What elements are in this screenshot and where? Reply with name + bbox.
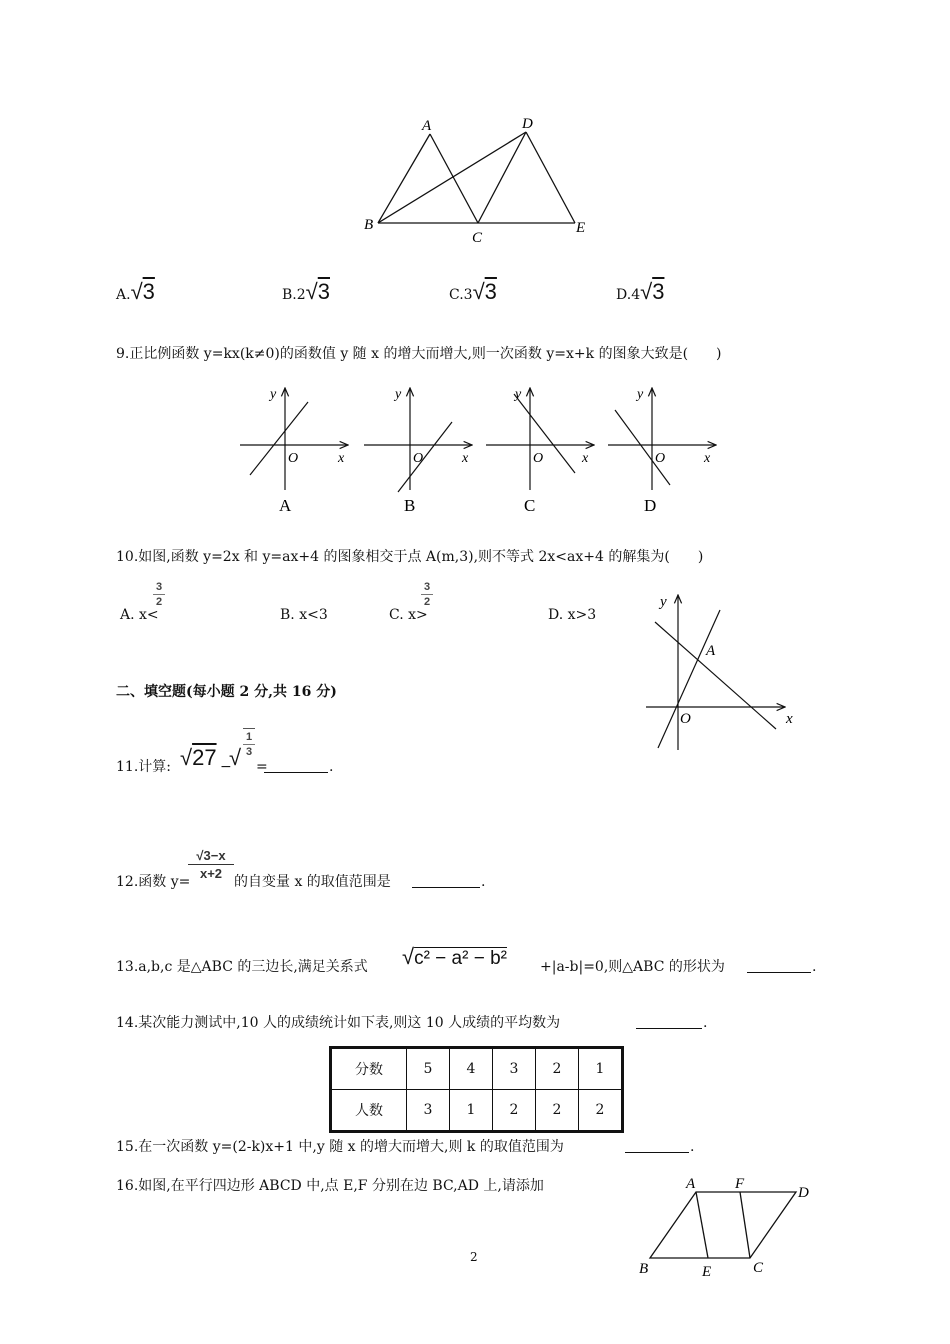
q8-triangle-figure <box>360 112 600 244</box>
q16-label-b: B <box>639 1261 649 1277</box>
q9-graph-d-y-label: y <box>637 387 644 402</box>
q8-label-d: D <box>522 116 533 132</box>
q9-graph-a-label: A <box>279 496 292 515</box>
q9-graph-c-origin-label: O <box>533 451 544 466</box>
sqrt-icon: √ <box>640 279 653 304</box>
q16-label-c: C <box>753 1260 764 1276</box>
q10-y-label: y <box>660 594 667 610</box>
q10-option-d[interactable] <box>548 606 596 624</box>
q10-option-c-fraction <box>421 581 433 608</box>
q8-option-d-radicand: 3 <box>652 279 665 304</box>
q16-label-f: F <box>735 1176 745 1192</box>
q15-question-text: 15.在一次函数 y=(2-k)x+1 中,y 随 x 的增大而增大,则 k 的取值范围为 <box>116 1139 564 1155</box>
page-number: 2 <box>470 1250 478 1264</box>
table-cell: 2 <box>579 1090 623 1132</box>
q13-prefix: 13.a,b,c 是△ABC 的三边长,满足关系式 <box>116 959 368 975</box>
q8-option-c[interactable] <box>449 279 497 304</box>
q9-graphs <box>230 380 730 520</box>
table-row <box>331 1048 623 1090</box>
q16-parallelogram <box>650 1192 796 1258</box>
q12-answer-blank[interactable] <box>412 873 480 888</box>
fraction-denominator: 3 <box>245 746 253 758</box>
table-cell: 2 <box>493 1090 536 1132</box>
q9-graph-d[interactable] <box>608 388 716 490</box>
q14-period: . <box>703 1015 708 1031</box>
table-cell: 3 <box>407 1090 450 1132</box>
q11-period: . <box>329 759 334 775</box>
q11-radicand: 27 <box>192 745 217 770</box>
q8-line-ac <box>430 134 478 223</box>
q14-score-table <box>329 1046 624 1133</box>
q8-option-c-radicand: 3 <box>484 279 497 304</box>
q13-answer-blank[interactable] <box>747 958 811 973</box>
q14-answer-blank[interactable] <box>636 1014 702 1029</box>
fraction-numerator: 1 <box>245 731 253 743</box>
q9-graph-a-x-label: x <box>338 451 345 466</box>
section-2-title: 二、填空题(每小题 2 分,共 16 分) <box>116 684 337 700</box>
sqrt-icon: √ <box>305 279 318 304</box>
q11-answer-blank[interactable] <box>264 758 328 773</box>
q8-line-bd <box>378 132 526 223</box>
fraction-denominator: 2 <box>423 596 431 608</box>
q13-suffix: +|a-b|=0,则△ABC 的形状为 <box>540 959 725 975</box>
q8-option-a[interactable] <box>116 279 155 304</box>
q16-line-fc <box>740 1192 750 1258</box>
q11-sqrt-27 <box>180 745 217 771</box>
q12-period: . <box>481 874 486 890</box>
q8-option-b[interactable] <box>282 279 330 304</box>
q16-question-text: 16.如图,在平行四边形 ABCD 中,点 E,F 分别在边 BC,AD 上,请添加 <box>116 1178 544 1194</box>
q10-option-a[interactable] <box>120 606 159 624</box>
q8-option-b-coef: 2 <box>296 287 306 303</box>
q8-option-a-prefix: A. <box>116 287 131 303</box>
q8-label-a: A <box>422 118 432 134</box>
q11-prefix: 11.计算: <box>116 759 171 775</box>
q11-fraction <box>243 728 255 758</box>
q8-option-c-coef: 3 <box>463 287 473 303</box>
sqrt-icon: √ <box>472 279 485 304</box>
table-cell: 2 <box>536 1090 579 1132</box>
q16-parallelogram-figure <box>630 1172 830 1282</box>
q10-option-a-prefix: A. x< <box>120 607 159 623</box>
sqrt-icon: √ <box>130 279 143 304</box>
q9-graph-a-y-label: y <box>270 387 277 402</box>
q10-option-c[interactable] <box>389 606 428 624</box>
q9-graph-b-y-label: y <box>395 387 402 402</box>
q10-point-a-label: A <box>706 643 716 659</box>
q9-question-text: 9.正比例函数 y=kx(k≠0)的函数值 y 随 x 的增大而增大,则一次函数 y=x+k 的图象大致是( ) <box>116 346 722 362</box>
q10-option-a-fraction <box>153 581 165 608</box>
q11-minus: − <box>220 759 232 775</box>
fraction-numerator: 3 <box>423 581 431 593</box>
q9-graph-b-label: B <box>404 496 416 515</box>
q11-sqrt-fraction <box>229 745 241 771</box>
q12-denominator: x+2 <box>199 866 223 881</box>
q8-line-cd <box>478 132 526 223</box>
q11-equals: = <box>256 759 268 775</box>
q10-option-b[interactable] <box>280 606 328 624</box>
q13-sqrt <box>402 944 507 970</box>
table-cell: 1 <box>450 1090 493 1132</box>
q9-graph-a[interactable] <box>240 388 348 490</box>
q16-label-a: A <box>686 1176 696 1192</box>
q8-label-c: C <box>472 230 483 244</box>
q13-period: . <box>812 959 817 975</box>
q12-prefix: 12.函数 y= <box>116 874 191 890</box>
q10-option-d-text: D. x>3 <box>548 607 597 623</box>
q10-option-b-text: B. x<3 <box>280 607 328 623</box>
table-cell: 人数 <box>331 1090 407 1132</box>
table-cell: 5 <box>407 1048 450 1090</box>
table-cell: 1 <box>579 1048 623 1090</box>
q9-graph-d-x-label: x <box>704 451 711 466</box>
q8-label-e: E <box>576 220 586 236</box>
q12-fraction <box>188 848 234 881</box>
table-row <box>331 1090 623 1132</box>
sqrt-icon: √ <box>180 745 193 770</box>
q9-graph-b-origin-label: O <box>413 451 424 466</box>
q8-option-c-prefix: C. <box>449 287 464 303</box>
q9-graph-c[interactable] <box>486 388 594 490</box>
q10-graph <box>640 585 810 755</box>
q10-x-label: x <box>786 711 793 727</box>
q16-line-ae <box>696 1192 708 1258</box>
q8-line-ba <box>378 134 430 223</box>
table-cell: 2 <box>536 1048 579 1090</box>
q8-option-b-radicand: 3 <box>317 279 330 304</box>
q16-label-d: D <box>798 1185 809 1201</box>
q9-graph-d-label: D <box>644 496 657 515</box>
q10-option-c-prefix: C. x> <box>389 607 428 623</box>
q9-graph-b-x-label: x <box>462 451 469 466</box>
q12-suffix: 的自变量 x 的取值范围是 <box>234 874 391 890</box>
q10-origin-label: O <box>680 711 691 727</box>
q8-option-a-radicand: 3 <box>142 279 155 304</box>
q9-graph-d-origin-label: O <box>655 451 666 466</box>
q9-graph-b[interactable] <box>364 388 472 492</box>
table-cell: 3 <box>493 1048 536 1090</box>
q9-graph-c-y-label: y <box>515 387 522 402</box>
q8-option-b-prefix: B. <box>282 287 297 303</box>
q13-radicand: c² − a² − b² <box>414 948 507 969</box>
q16-label-e: E <box>702 1264 712 1280</box>
q8-option-d-prefix: D. <box>616 287 632 303</box>
q9-graph-a-origin-label: O <box>288 451 299 466</box>
fraction-numerator: 3 <box>155 581 163 593</box>
table-cell: 分数 <box>331 1048 407 1090</box>
q8-label-b: B <box>364 217 374 233</box>
q14-question-text: 14.某次能力测试中,10 人的成绩统计如下表,则这 10 人成绩的平均数为 <box>116 1015 561 1031</box>
q15-answer-blank[interactable] <box>625 1138 689 1153</box>
q8-line-de <box>526 132 575 223</box>
q9-graph-c-x-label: x <box>582 451 589 466</box>
q9-graph-c-label: C <box>524 496 536 515</box>
sqrt-icon: √ <box>402 944 415 969</box>
q15-period: . <box>690 1139 695 1155</box>
q10-line-y2x <box>658 610 720 748</box>
q10-question-text: 10.如图,函数 y=2x 和 y=ax+4 的图象相交于点 A(m,3),则不等式 2x<ax+4 的解集为( ) <box>116 549 704 565</box>
fraction-denominator: 2 <box>155 596 163 608</box>
q12-numerator: √3−x <box>196 848 226 863</box>
q8-option-d-coef: 4 <box>631 287 641 303</box>
q8-option-d[interactable] <box>616 279 665 304</box>
table-cell: 4 <box>450 1048 493 1090</box>
sqrt-icon: √ <box>229 745 242 770</box>
